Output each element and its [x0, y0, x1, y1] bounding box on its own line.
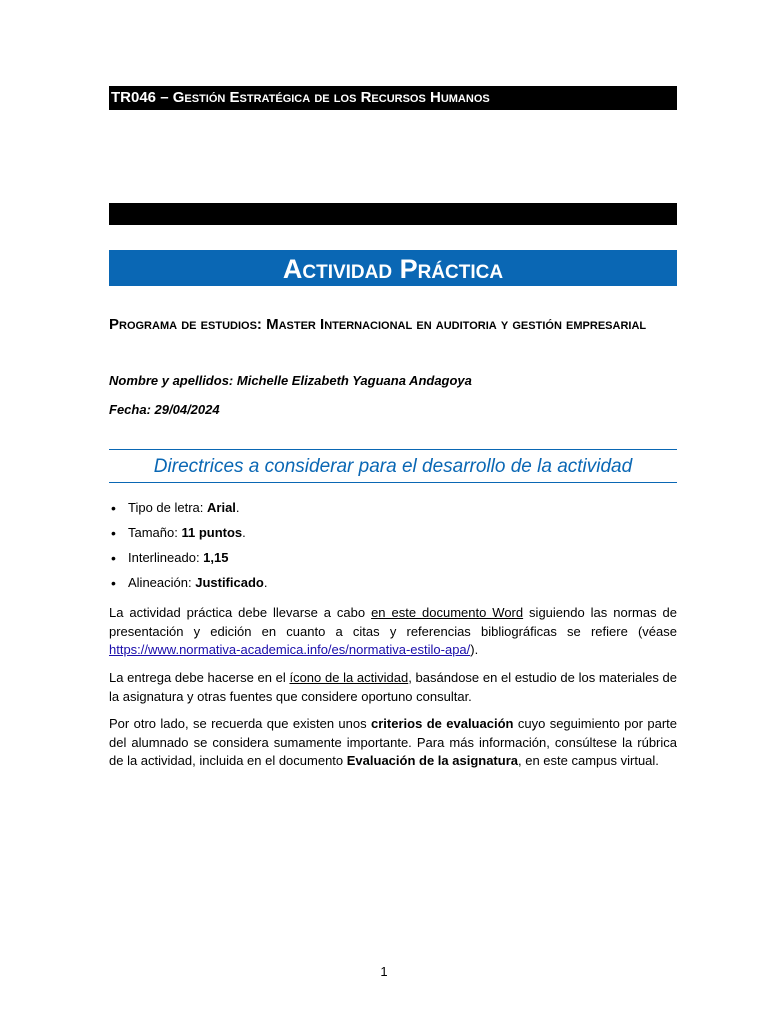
bullet-label: Tamaño:	[128, 525, 182, 540]
course-dash: –	[156, 89, 173, 106]
date-line	[109, 402, 220, 417]
program-line	[109, 314, 677, 336]
decorative-band	[109, 203, 677, 225]
bullet-label: Alineación:	[128, 575, 196, 590]
section-heading: Directrices a considerar para el desarrollo de la actividad	[109, 449, 677, 483]
paragraph-instructions	[109, 604, 677, 660]
list-item	[109, 522, 677, 547]
bullet-icon: •	[111, 525, 116, 541]
text-run: , en este campus virtual.	[518, 753, 659, 768]
program-label: Programa de estudios:	[109, 316, 262, 333]
text-run: ).	[470, 642, 479, 657]
program-value: Master Internacional en auditoria y gestión empresarial	[266, 316, 647, 333]
course-header	[109, 86, 677, 110]
list-item	[109, 572, 677, 597]
text-run: cuyo seguimiento por parte del alumnado se considera sumamente importante. Para más información, consúltese la rúbrica de la actividad, incluida en el documento	[109, 716, 677, 768]
bullet-value: Justificado	[195, 575, 264, 590]
text-run: La entrega debe hacerse en el	[109, 670, 290, 685]
bullet-suffix: .	[242, 525, 246, 540]
paragraph-submission	[109, 669, 677, 706]
underlined-text: ícono de la actividad	[289, 670, 409, 685]
bold-text: criterios de evaluación	[371, 716, 514, 731]
bullet-icon: •	[111, 575, 116, 591]
course-code: TR046	[111, 89, 157, 106]
page-number: 1	[380, 964, 388, 979]
bullet-value: 1,15	[203, 550, 229, 565]
page-title: Actividad Práctica	[109, 250, 677, 286]
text-run: siguiendo las normas de presentación y edición en cuanto a citas y referencias bibliográficas se refiere (véase	[109, 605, 677, 639]
date-value: 29/04/2024	[154, 402, 220, 417]
bold-text: Evaluación de la asignatura	[346, 753, 518, 768]
name-label: Nombre y apellidos:	[109, 373, 234, 388]
course-name: Gestión Estratégica de los Recursos Humanos	[172, 89, 490, 106]
text-run: La actividad práctica debe llevarse a cabo	[109, 605, 372, 620]
date-label: Fecha:	[109, 402, 151, 417]
text-run: , basándose en el estudio de los materiales de la asignatura y otras fuentes que considere oportuno consultar.	[109, 670, 678, 704]
bullet-value: 11 puntos	[181, 525, 243, 540]
list-item	[109, 547, 677, 572]
name-value: Michelle Elizabeth Yaguana Andagoya	[236, 373, 472, 388]
bullet-value: Arial	[207, 500, 236, 515]
paragraph-evaluation	[109, 715, 677, 771]
underlined-text: en este documento Word	[371, 605, 524, 620]
guidelines-list	[109, 497, 677, 597]
bullet-suffix: .	[235, 500, 240, 515]
bullet-label: Interlineado:	[128, 550, 204, 565]
list-item	[109, 497, 677, 522]
bullet-label: Tipo de letra:	[128, 500, 208, 515]
apa-norms-link[interactable]: https://www.normativa-academica.info/es/normativa-estilo-apa/	[109, 642, 471, 657]
bullet-icon: •	[111, 550, 116, 566]
bullet-suffix: .	[263, 575, 268, 590]
text-run: Por otro lado, se recuerda que existen unos	[109, 716, 372, 731]
bullet-icon: •	[111, 500, 116, 516]
student-name-line	[109, 373, 472, 388]
